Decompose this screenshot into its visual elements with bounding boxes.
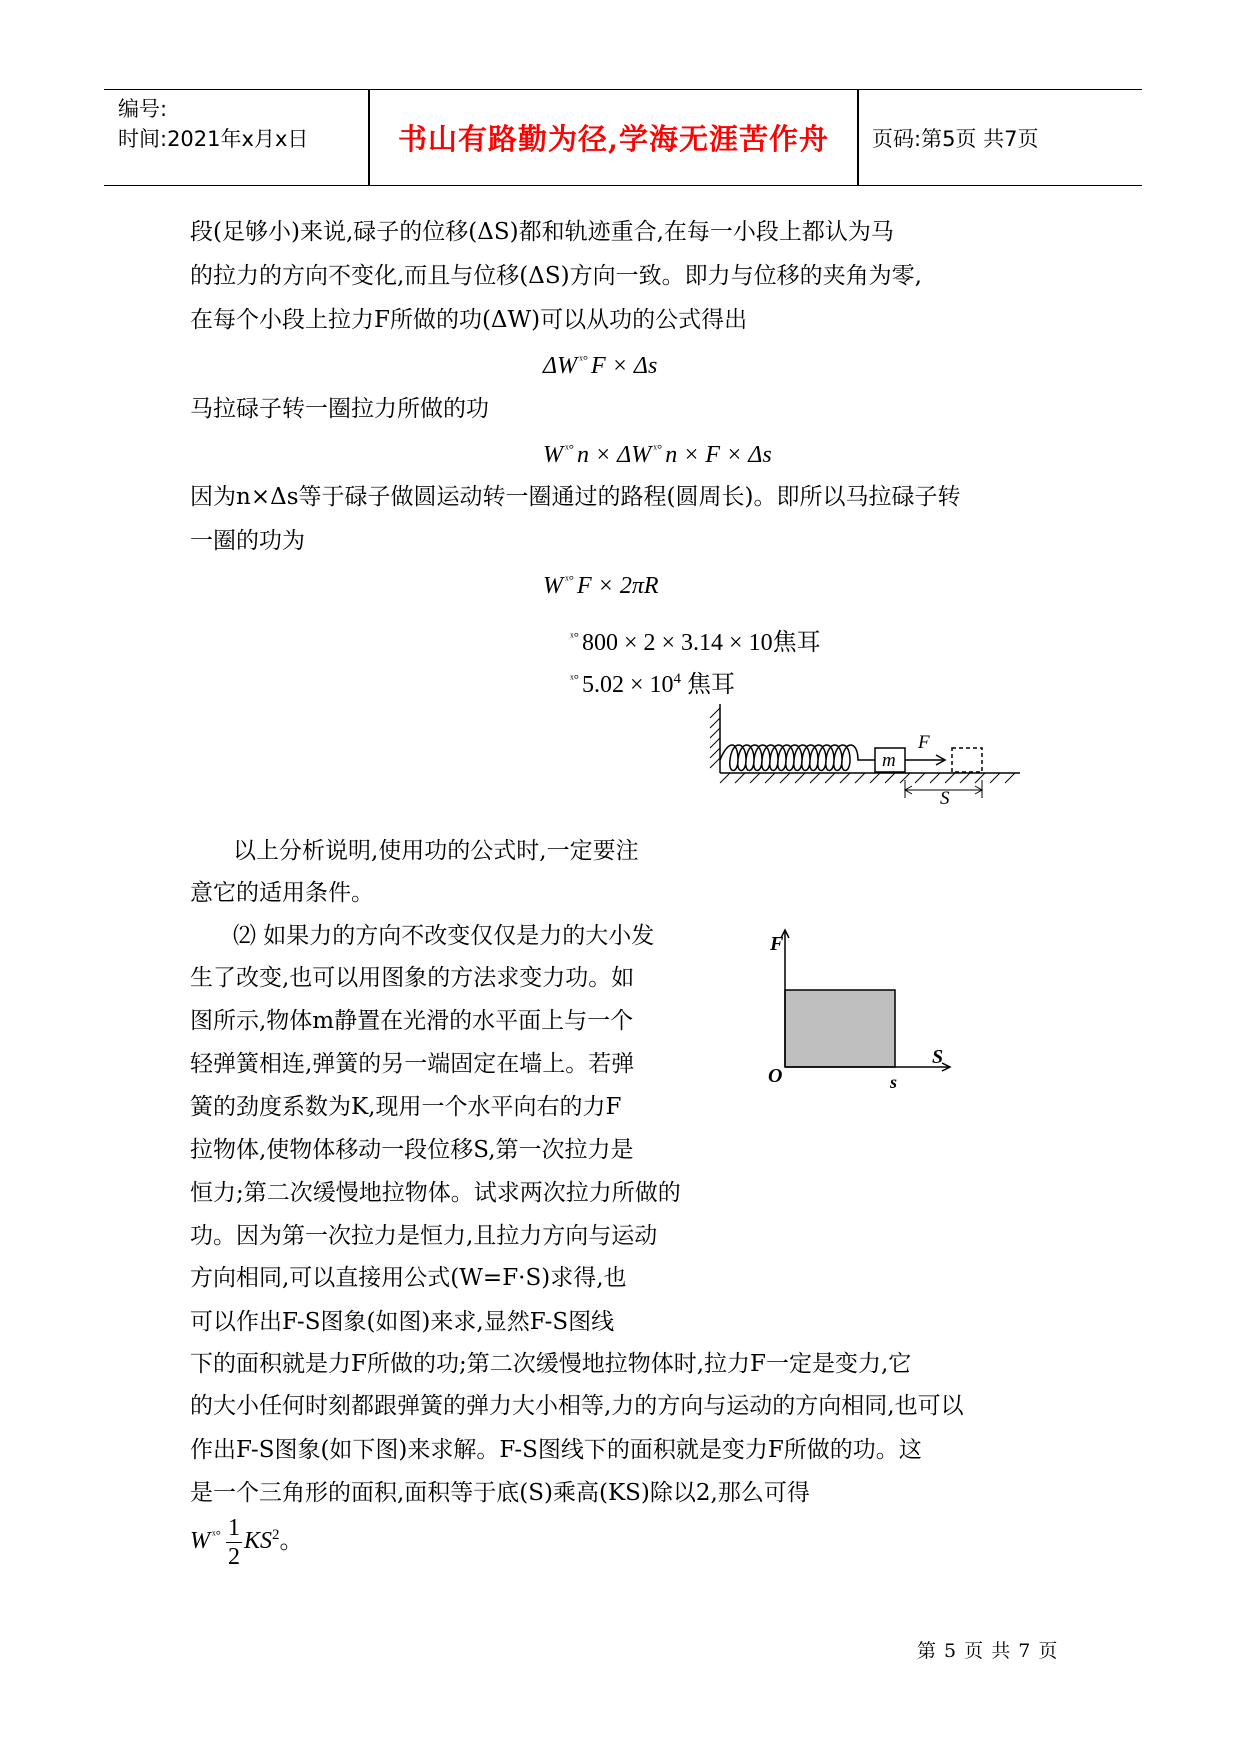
header-page-label: 页码:第5页 共7页 (872, 126, 1039, 151)
body-line: 的大小任何时刻都跟弹簧的弹力大小相等,力的方向与运动的方向相同,也可以 (190, 1393, 964, 1419)
formula-lhs: W (543, 573, 563, 599)
body-line: 在每个小段上拉力F所做的功(ΔW)可以从功的公式得出 (190, 307, 748, 333)
approx-symbol: ˣ° (565, 441, 574, 456)
approx-symbol: ˣ° (565, 572, 574, 587)
header-time-label: 时间:2021年x月x日 (118, 127, 309, 151)
body-line: 方向相同,可以直接用公式(W=F·S)求得,也 (190, 1265, 627, 1291)
body-line: 一圈的功为 (190, 528, 305, 554)
formula-rhs: 800 × 2 × 3.14 × 10焦耳 (581, 630, 821, 656)
body-line: 以上分析说明,使用功的公式时,一定要注 (233, 838, 639, 864)
mass-label: m (882, 750, 896, 771)
body-line: 功。因为第一次拉力是恒力,且拉力方向与运动 (190, 1223, 658, 1249)
formula-rhs: n × F × Δs (665, 442, 772, 468)
fraction-numerator: 1 (227, 1515, 240, 1541)
body-line: 轻弹簧相连,弹簧的另一端固定在墙上。若弹 (190, 1051, 635, 1077)
approx-symbol: ˣ° (570, 629, 579, 644)
body-line: 马拉碌子转一圈拉力所做的功 (190, 396, 489, 422)
fraction (226, 1516, 242, 1569)
body-line: 拉物体,使物体移动一段位移S,第一次拉力是 (190, 1137, 634, 1163)
formula-lhs: W (190, 1528, 210, 1555)
formula-lhs: ΔW (543, 353, 578, 379)
formula-rhs: F × 2πR (576, 573, 659, 599)
approx-symbol: ˣ° (653, 441, 663, 456)
formula-lhs: W (543, 442, 563, 468)
force-label: F (918, 732, 930, 753)
formula-unit: 焦耳 (687, 672, 736, 698)
header-meta (118, 94, 308, 154)
page-header (104, 89, 1142, 186)
header-motto: 书山有路勤为径,学海无涯苦作舟 (397, 122, 830, 156)
origin-label: O (768, 1065, 783, 1087)
end-period: 。 (279, 1526, 304, 1555)
formula-total-work (543, 441, 772, 469)
formula-base: 5.02 × 10 (581, 672, 674, 698)
fraction-denominator: 2 (227, 1544, 240, 1570)
header-divider (857, 90, 859, 185)
formula-rhs: F × Δs (591, 353, 658, 379)
formula-circle-work (543, 572, 659, 600)
body-line: 的拉力的方向不变化,而且与位移(ΔS)方向一致。即力与位移的夹角为零, (190, 263, 922, 289)
spring-diagram (700, 698, 1030, 823)
formula-spring-work (190, 1516, 303, 1569)
body-line: 图所示,物体m静置在光滑的水平面上与一个 (190, 1008, 634, 1034)
page-footer: 第 5 页 共 7 页 (917, 1640, 1059, 1662)
wall-hatching (710, 708, 720, 768)
formula-delta-work (543, 352, 657, 380)
body-line: 因为n×Δs等于碌子做圆运动转一圈通过的路程(圆周长)。即所以马拉碌子转 (190, 484, 961, 510)
body-line: 簧的劲度系数为K,现用一个水平向右的力F (190, 1094, 622, 1120)
body-line: 意它的适用条件。 (190, 880, 374, 906)
formula-exponent: 4 (673, 671, 682, 687)
area-rectangle (785, 990, 895, 1067)
body-line: 可以作出F-S图象(如图)来求,显然F-S图线 (190, 1309, 615, 1335)
approx-symbol: ˣ° (212, 1527, 221, 1543)
formula-mid: n × ΔW (576, 442, 652, 468)
body-line: 是一个三角形的面积,面积等于底(S)乘高(KS)除以2,那么可得 (190, 1480, 810, 1506)
body-line: 生了改变,也可以用图象的方法求变力功。如 (190, 965, 635, 991)
fs-graph (760, 920, 960, 1090)
formula-exponent: 2 (271, 1527, 280, 1544)
x-tick-label: s (890, 1072, 898, 1090)
ground-hatching (720, 773, 1015, 783)
body-line: 段(足够小)来说,碌子的位移(ΔS)都和轨迹重合,在每一小段上都认为马 (190, 219, 894, 245)
body-line: 作出F-S图象(如下图)来求解。F-S图线下的面积就是变力F所做的功。这 (190, 1437, 922, 1463)
formula-numeric (568, 622, 821, 657)
y-axis-label: F (770, 933, 784, 955)
body-line: 下的面积就是力F所做的功;第二次缓慢地拉物体时,拉力F一定是变力,它 (190, 1351, 912, 1377)
header-number-label: 编号: (118, 97, 168, 121)
formula-result (568, 664, 735, 699)
body-line: ⑵ 如果力的方向不改变仅仅是力的大小发 (233, 923, 655, 949)
displacement-label: S (940, 788, 950, 809)
body-line: 恒力;第二次缓慢地拉物体。试求两次拉力所做的 (190, 1180, 681, 1206)
displaced-block (952, 748, 982, 772)
spring-coil (720, 745, 875, 771)
formula-rhs: KS (243, 1528, 272, 1555)
approx-symbol: ˣ° (570, 671, 579, 686)
x-axis-label: S (932, 1046, 944, 1068)
approx-symbol: ˣ° (579, 352, 589, 367)
